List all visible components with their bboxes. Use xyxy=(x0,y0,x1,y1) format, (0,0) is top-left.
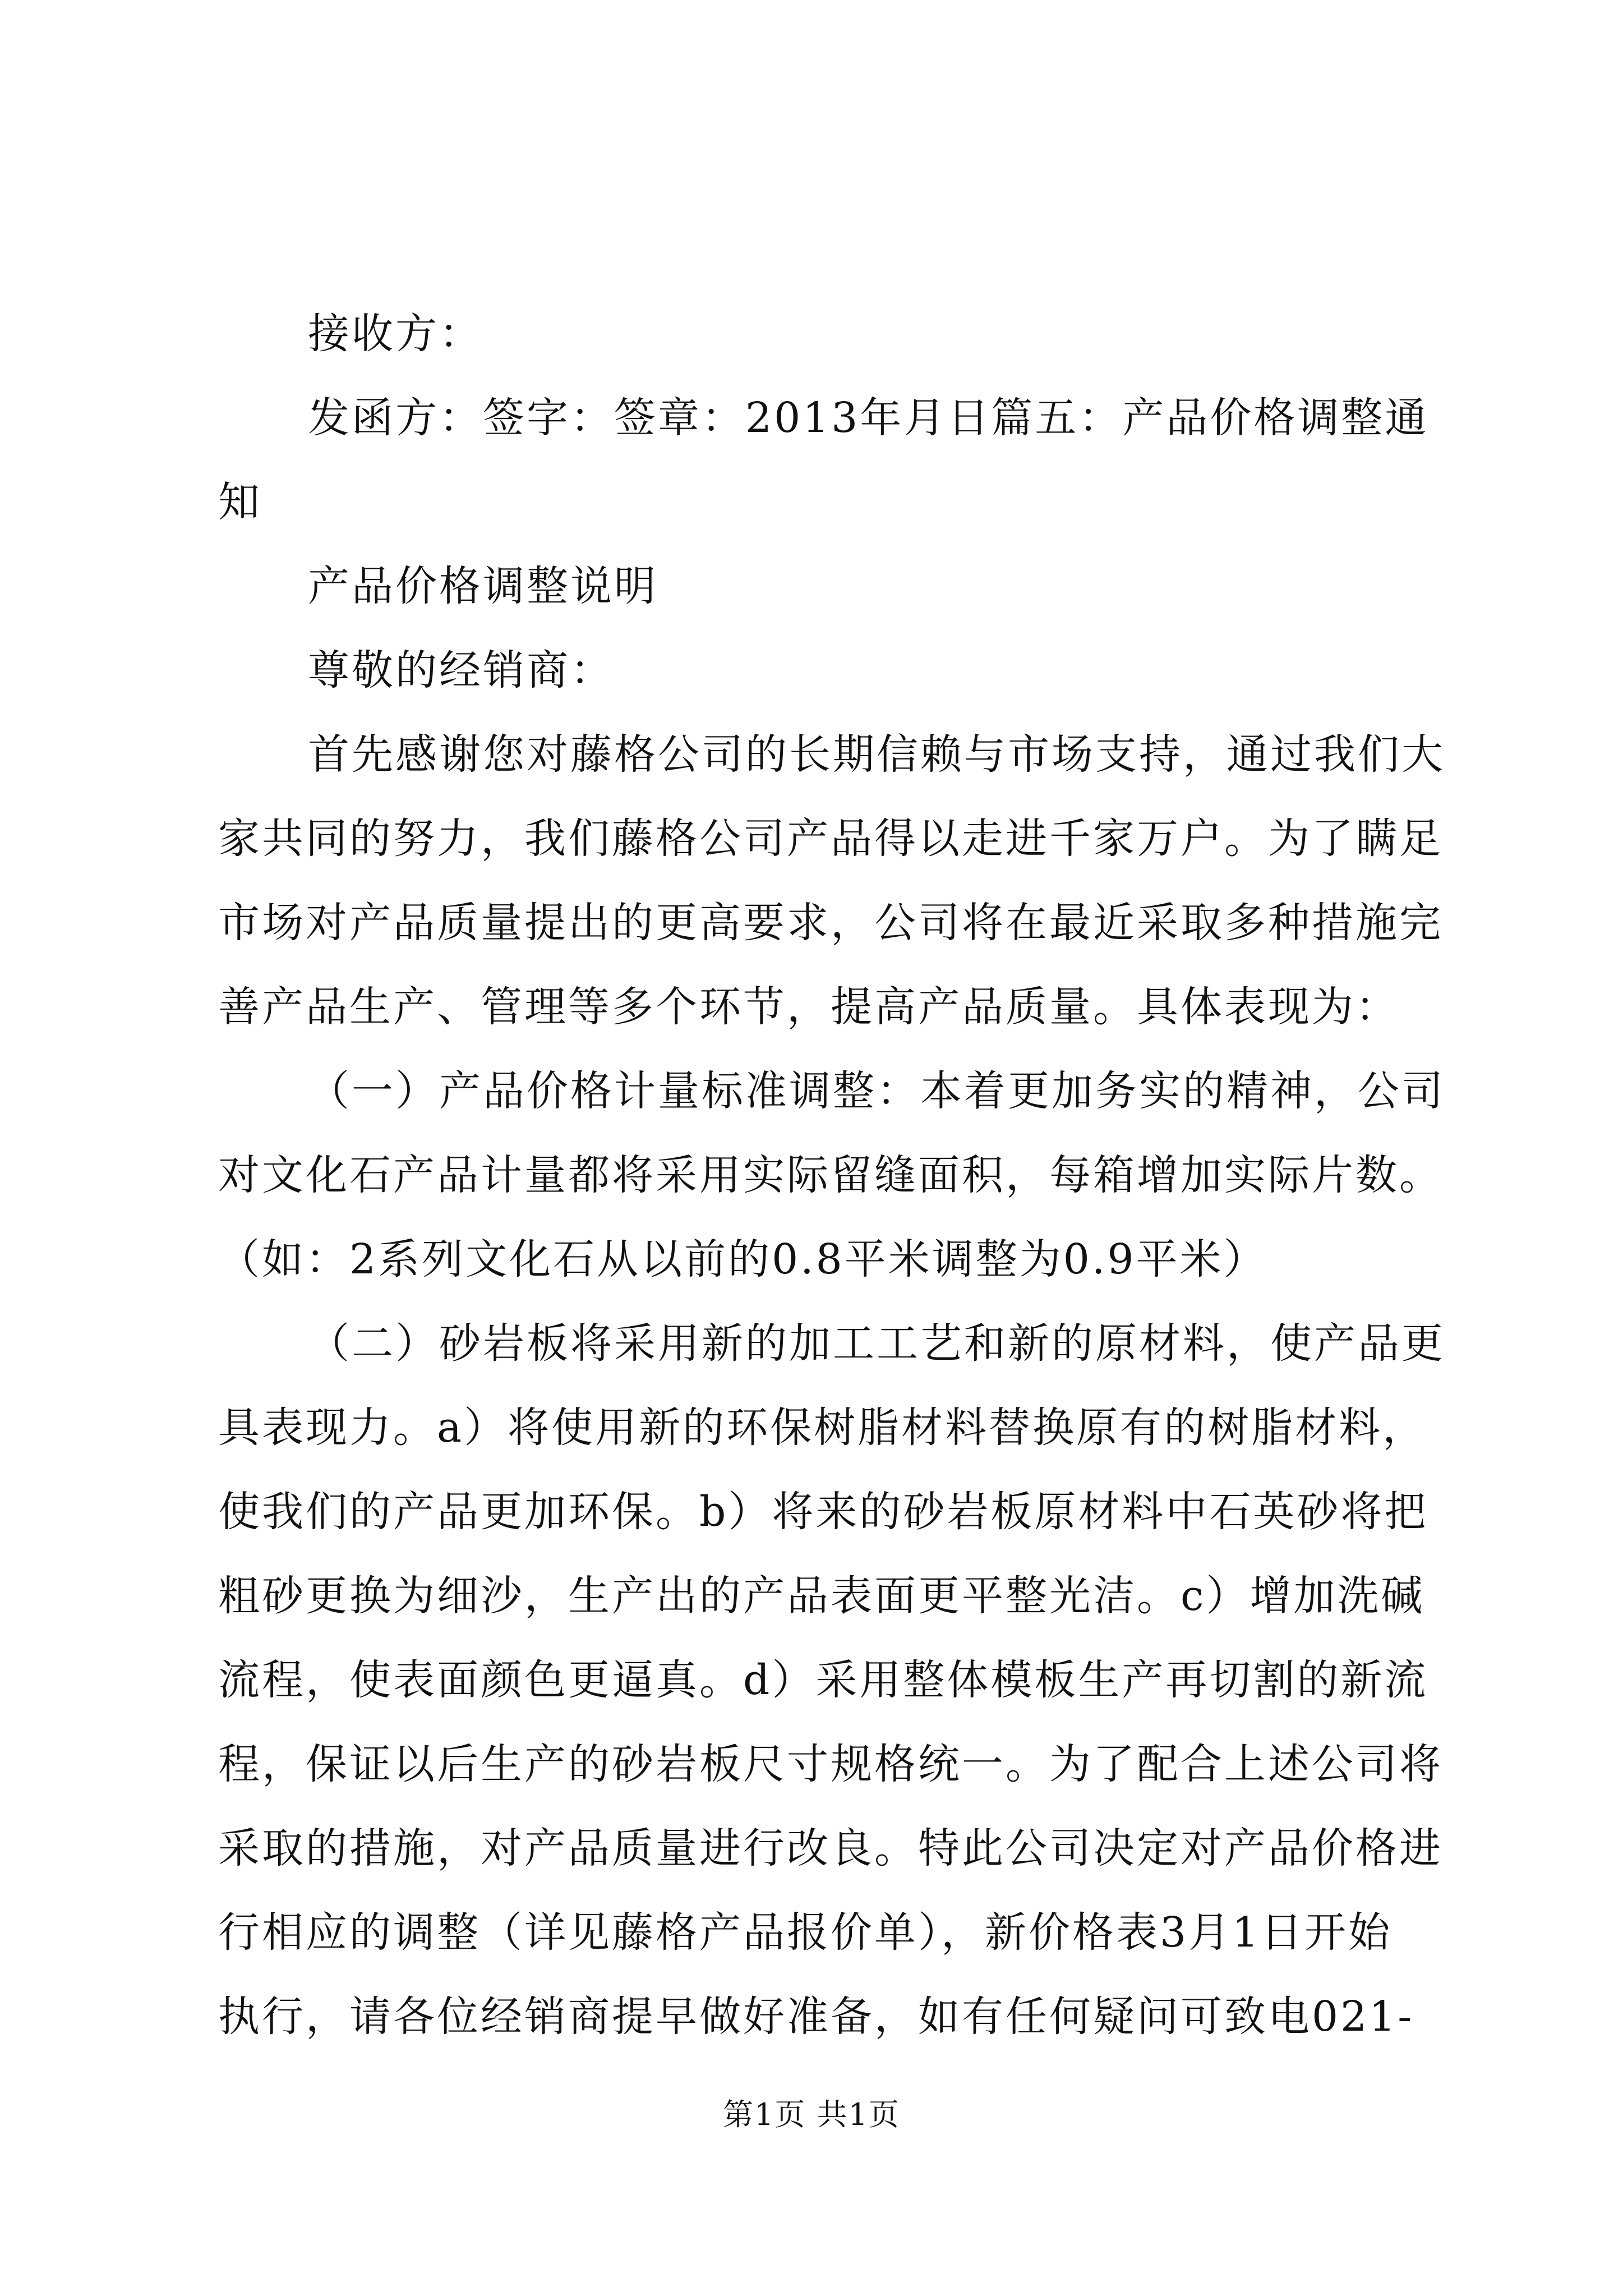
page-footer: 第1页 共1页 xyxy=(723,2097,900,2132)
text-line: 程，保证以后生产的砂岩板尺寸规格统一。为了配合上述公司将 xyxy=(218,1740,1443,1788)
text-line: 对文化石产品计量都将采用实际留缝面积，每箱增加实际片数。 xyxy=(218,1151,1443,1199)
text-line: 行相应的调整（详见藤格产品报价单），新价格表3月1日开始 xyxy=(218,1908,1393,1957)
text-line: 粗砂更换为细沙，生产出的产品表面更平整光洁。c）增加洗碱 xyxy=(218,1572,1425,1620)
text-line: 执行，请各位经销商提早做好准备，如有任何疑问可致电021- xyxy=(218,1993,1414,2041)
text-line: 采取的措施，对产品质量进行改良。特此公司决定对产品价格进 xyxy=(218,1824,1443,1872)
text-line: 产品价格调整说明 xyxy=(308,562,658,610)
text-line: （二）砂岩板将采用新的加工工艺和新的原材料，使产品更 xyxy=(308,1319,1445,1368)
text-line: （如：2系列文化石从以前的0.8平米调整为0.9平米） xyxy=(218,1235,1267,1283)
text-line: （一）产品价格计量标准调整：本着更加务实的精神，公司 xyxy=(308,1067,1445,1115)
text-line: 善产品生产、管理等多个环节，提高产品质量。具体表现为： xyxy=(218,983,1399,1031)
text-line: 家共同的努力，我们藤格公司产品得以走进千家万户。为了瞒足 xyxy=(218,815,1443,863)
text-line: 接收方： xyxy=(308,310,483,358)
text-line: 发函方：签字：签章：2013年月日篇五：产品价格调整通 xyxy=(308,394,1429,442)
text-line: 流程，使表面颜色更逼真。d）采用整体模板生产再切割的新流 xyxy=(218,1656,1428,1704)
text-line: 市场对产品质量提出的更高要求，公司将在最近采取多种措施完 xyxy=(218,899,1443,947)
text-line: 知 xyxy=(218,478,262,526)
text-line: 具表现力。a）将使用新的环保树脂材料替换原有的树脂材料， xyxy=(218,1404,1427,1452)
text-line: 使我们的产品更加环保。b）将来的砂岩板原材料中石英砂将把 xyxy=(218,1488,1428,1536)
text-line: 首先感谢您对藤格公司的长期信赖与市场支持，通过我们大 xyxy=(308,730,1445,779)
text-line: 尊敬的经销商： xyxy=(308,646,614,694)
